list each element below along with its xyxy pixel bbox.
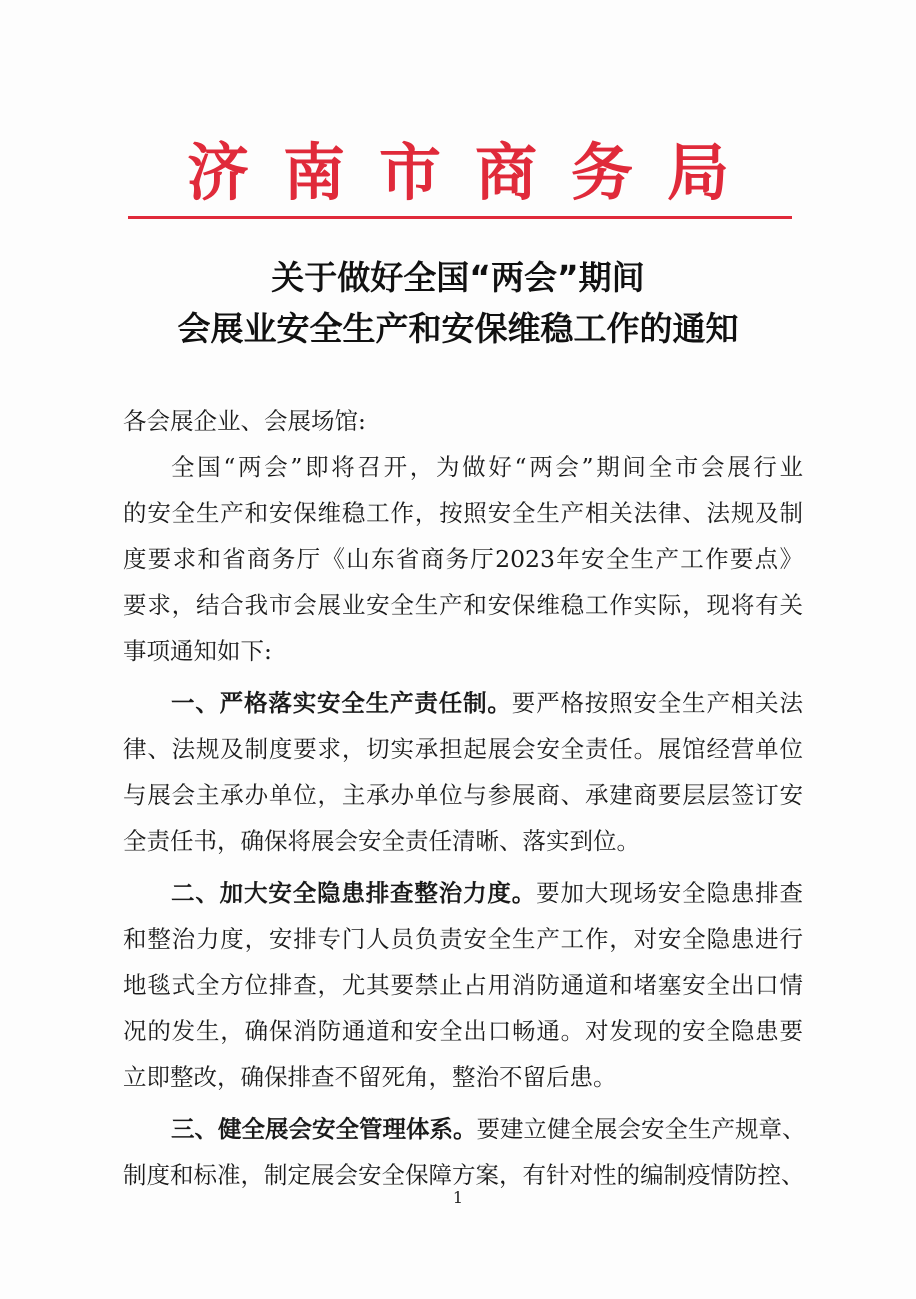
section-2-text: 要加大现场安全隐患排查 bbox=[536, 879, 804, 907]
section-3-heading: 三、健全展会安全管理体系。 bbox=[171, 1115, 477, 1143]
page-number: 1 bbox=[452, 1188, 464, 1207]
section-1-first-line bbox=[171, 680, 803, 726]
section-3-line: 制度和标准，制定展会安全保障方案，有针对性的编制疫情防控、 bbox=[123, 1161, 805, 1189]
section-2-line: 立即整改，确保排查不留死角，整治不留后患。 bbox=[123, 1063, 617, 1091]
intro-line: 的安全生产和安保维稳工作，按照安全生产相关法律、法规及制 bbox=[123, 499, 803, 527]
section-1-line: 全责任书，确保将展会安全责任清晰、落实到位。 bbox=[123, 827, 640, 855]
section-1-text: 要严格按照安全生产相关法 bbox=[511, 689, 804, 717]
section-2-first-line bbox=[171, 870, 803, 916]
section-2-heading: 二、加大安全隐患排查整治力度。 bbox=[171, 879, 537, 907]
salutation: 各会展企业、会展场馆: bbox=[123, 407, 366, 435]
title-line-2: 会展业安全生产和安保维稳工作的通知 bbox=[177, 309, 739, 348]
section-2-line: 地毯式全方位排查，尤其要禁止占用消防通道和堵塞安全出口情 bbox=[123, 971, 803, 999]
red-header-rule bbox=[128, 216, 792, 219]
intro-line: 全国“两会”即将召开，为做好“两会”期间全市会展行业 bbox=[171, 453, 803, 481]
issuer-header: 济南市商务局 bbox=[186, 136, 763, 209]
section-1-heading: 一、严格落实安全生产责任制。 bbox=[171, 689, 512, 717]
section-1-line: 律、法规及制度要求，切实承担起展会安全责任。展馆经营单位 bbox=[123, 735, 803, 763]
intro-line: 要求，结合我市会展业安全生产和安保维稳工作实际，现将有关 bbox=[123, 591, 803, 619]
title-line-1: 关于做好全国“两会”期间 bbox=[271, 258, 645, 297]
section-3-first-line bbox=[171, 1106, 806, 1152]
section-3-text: 要建立健全展会安全生产规章、 bbox=[476, 1115, 806, 1143]
intro-line: 事项通知如下: bbox=[123, 637, 272, 665]
intro-line: 度要求和省商务厅《山东省商务厅2023年安全生产工作要点》 bbox=[123, 545, 803, 573]
section-1-line: 与展会主承办单位，主承办单位与参展商、承建商要层层签订安 bbox=[123, 781, 803, 809]
section-2-line: 况的发生，确保消防通道和安全出口畅通。对发现的安全隐患要 bbox=[123, 1017, 803, 1045]
section-2-line: 和整治力度，安排专门人员负责安全生产工作，对安全隐患进行 bbox=[123, 925, 803, 953]
